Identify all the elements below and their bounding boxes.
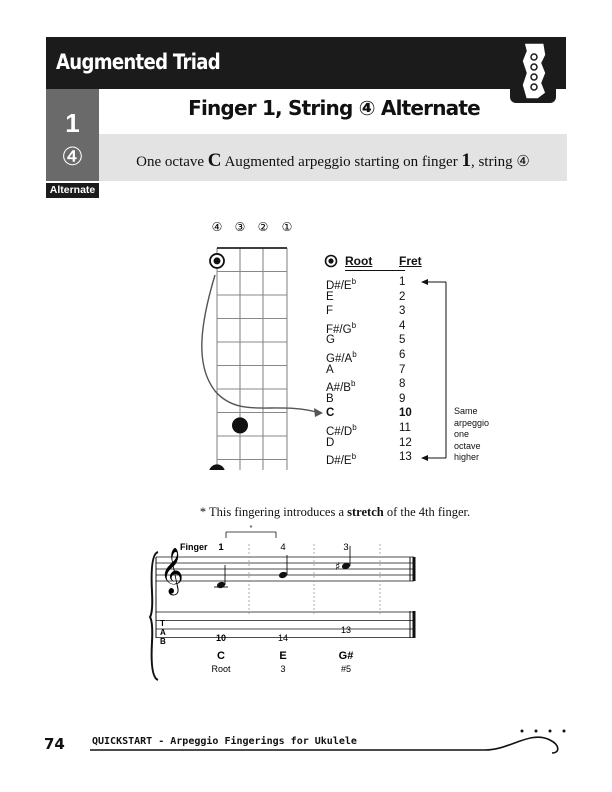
fret-number: 7 (399, 363, 406, 376)
tab-clef-t: T (160, 619, 165, 628)
octave-bracket (418, 275, 450, 465)
tab-number: 10 (215, 633, 227, 643)
root-name: $F\#/G^b$ (326, 320, 357, 336)
section-subtitle: Finger 1, String ④ Alternate (188, 96, 480, 120)
ukulele-headstock-icon (510, 37, 556, 103)
footer-string-decoration (90, 725, 570, 755)
fret-number: 5 (399, 334, 406, 347)
fret-number: 4 (399, 319, 406, 332)
string-label: ④ (211, 220, 223, 234)
description-text: One octave C Augmented arpeggio starting on finger 1, string ④ (136, 150, 530, 171)
fret-number: 2 (399, 290, 406, 303)
alternate-tag: Alternate (46, 183, 99, 198)
fret-number: 8 (399, 378, 406, 391)
fret-header: Fret (399, 254, 422, 268)
root-dot-center (214, 257, 221, 264)
tab-clef-b: B (160, 637, 166, 646)
page-title: Augmented Triad (56, 50, 221, 74)
finger-dot (209, 464, 225, 470)
string-label: ③ (234, 220, 246, 234)
root-name: C (326, 407, 335, 420)
note-name: G# (338, 650, 354, 662)
note-head (278, 571, 288, 580)
root-name: A (326, 363, 334, 376)
footnote: * This fingering introduces a stretch of the 4th finger. (199, 505, 471, 519)
fret-number: 12 (399, 436, 412, 449)
root-name: $A\#/B^b$ (326, 379, 356, 395)
treble-clef-icon: 𝄞 (160, 548, 184, 594)
page-number: 74 (44, 735, 65, 753)
sharp-icon: ♯ (335, 560, 341, 573)
string-label: ① (281, 220, 293, 234)
fret-number: 3 (399, 305, 406, 318)
root-header: Root (345, 254, 373, 268)
root-name: $D\#/E^b$ (326, 277, 357, 292)
note-name: E (279, 650, 287, 662)
octave-note: Same arpeggio one octave higher (454, 406, 490, 462)
fret-number: 11 (399, 422, 411, 434)
tab-number: 13 (340, 625, 352, 635)
root-name: $C\#/D^b$ (326, 423, 357, 438)
finger-number: 4 (280, 542, 286, 553)
note-degree: #5 (340, 664, 352, 674)
tab-clef-a: A (160, 628, 166, 637)
finger-number: 3 (343, 542, 349, 553)
finger-dot (232, 417, 248, 433)
fret-number: 6 (399, 349, 406, 361)
root-name: $D\#/E^b$ (326, 452, 357, 468)
fret-number: 1 (399, 276, 406, 288)
tab-number: 14 (277, 633, 289, 643)
finger-number: 1 (218, 542, 224, 553)
fret-number: 10 (399, 407, 412, 420)
stretch-mark: * (249, 525, 253, 532)
system-brace (150, 552, 158, 680)
root-name: E (326, 290, 334, 303)
note-degree: Root (211, 664, 231, 674)
note-name: C (217, 650, 225, 662)
root-name: B (326, 392, 334, 405)
root-name: F (326, 305, 334, 318)
root-name: D (326, 436, 335, 449)
note-head (216, 581, 226, 590)
notation-staff (148, 522, 423, 682)
root-name: G (326, 334, 335, 347)
string-label: ② (257, 220, 269, 234)
string-number: ④ (61, 143, 84, 171)
note-degree: 3 (280, 664, 286, 674)
header-underline (345, 270, 405, 271)
fret-number: 9 (399, 392, 406, 405)
finger-label: Finger (180, 542, 208, 552)
footer-title: QUICKSTART - Arpeggio Fingerings for Ukulele (92, 736, 357, 747)
root-name: $G\#/A^b$ (326, 350, 357, 365)
fret-number: 13 (399, 451, 412, 464)
finger-number: 1 (65, 108, 80, 138)
connector-arrow (202, 275, 320, 413)
root-symbol-icon (324, 254, 338, 268)
